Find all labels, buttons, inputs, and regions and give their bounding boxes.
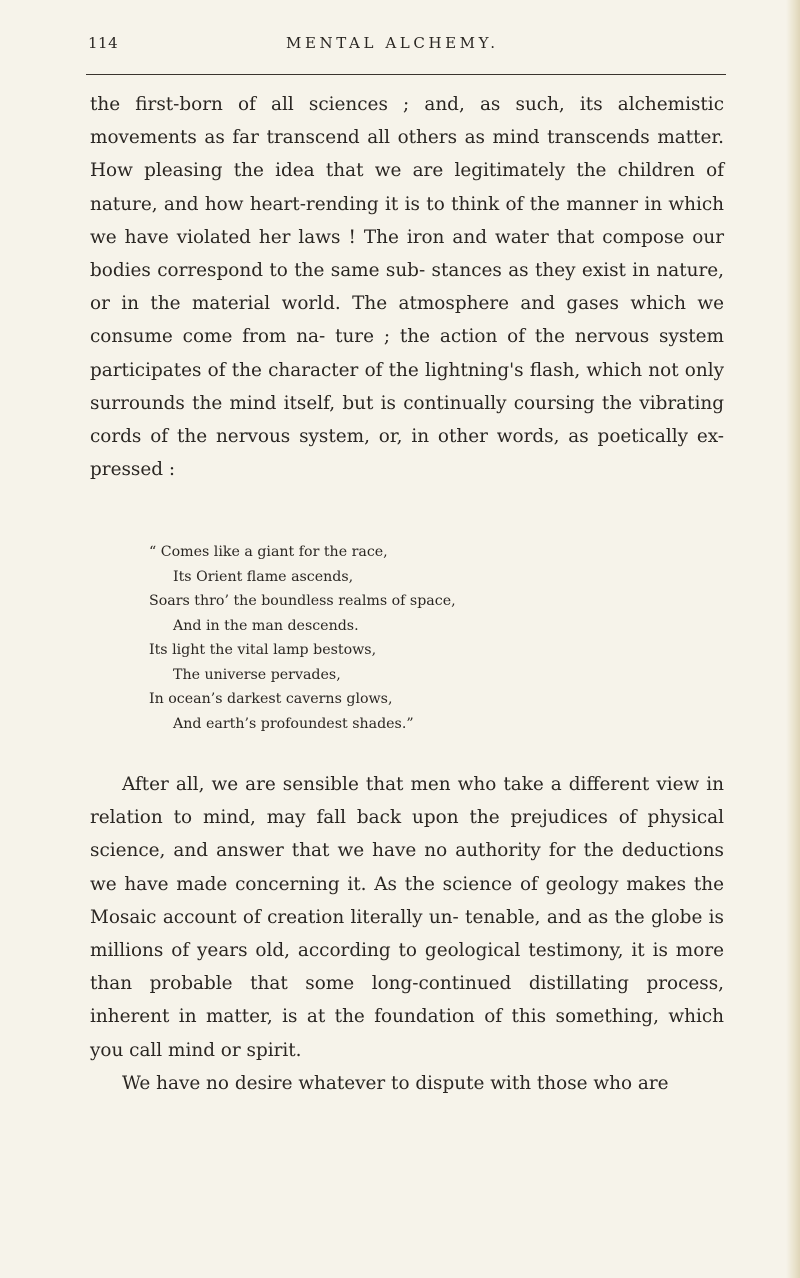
body-text [90, 88, 724, 486]
poem-line: And earth’s profoundest shades.” [173, 715, 414, 732]
body-text-continued [90, 768, 724, 1100]
running-head: MENTAL ALCHEMY. [286, 34, 499, 52]
paragraph: the first-born of all sciences ; and, as such, its alchemistic movements as far transcend all others as mind transcends matter. How pleasing the idea that we are legitimately the children of nature, and how heart-rending it is to think of the manner in which we have violated her laws ! The iron and water that compose our bodies correspond to the same sub- stances as they exist in nature, or in the material world. The atmosphere and gases which we consume come from na- ture ; the action of the nervous system participates of the character of the lightning's flash, which not only surrounds the mind itself, but is continually coursing the vibrating cords of the nervous system, or, in other words, as poetically ex- pressed : [90, 94, 724, 481]
paragraph: After all, we are sensible that men who take a different view in relation to mind, may fall back upon the prejudices of physical science, and answer that we have no authority for the deductions we have made concerning it. As the science of geology makes the Mosaic account of creation literally un- tenable, and as the globe is millions of years old, according to geological testimony, it is more than probable that some long-continued distillating process, inherent in matter, is at the foundation of this something, which you call mind or spirit. [90, 774, 724, 1061]
header-rule [86, 74, 726, 75]
page-header [88, 34, 724, 58]
paragraph: We have no desire whatever to dispute with those who are [122, 1072, 669, 1094]
page-number: 114 [88, 34, 119, 52]
poem-line: Its Orient flame ascends, [173, 568, 354, 585]
poem-line: “ Comes like a giant for the race, [149, 544, 388, 560]
poem-quotation [149, 540, 709, 736]
poem-line: In ocean’s darkest caverns glows, [149, 691, 393, 707]
page-edge-shadow [786, 0, 800, 1278]
poem-line: The universe pervades, [173, 666, 341, 683]
poem-line: Soars thro’ the boundless realms of space, [149, 593, 456, 609]
poem-line: And in the man descends. [173, 617, 359, 634]
poem-line: Its light the vital lamp bestows, [149, 642, 377, 658]
